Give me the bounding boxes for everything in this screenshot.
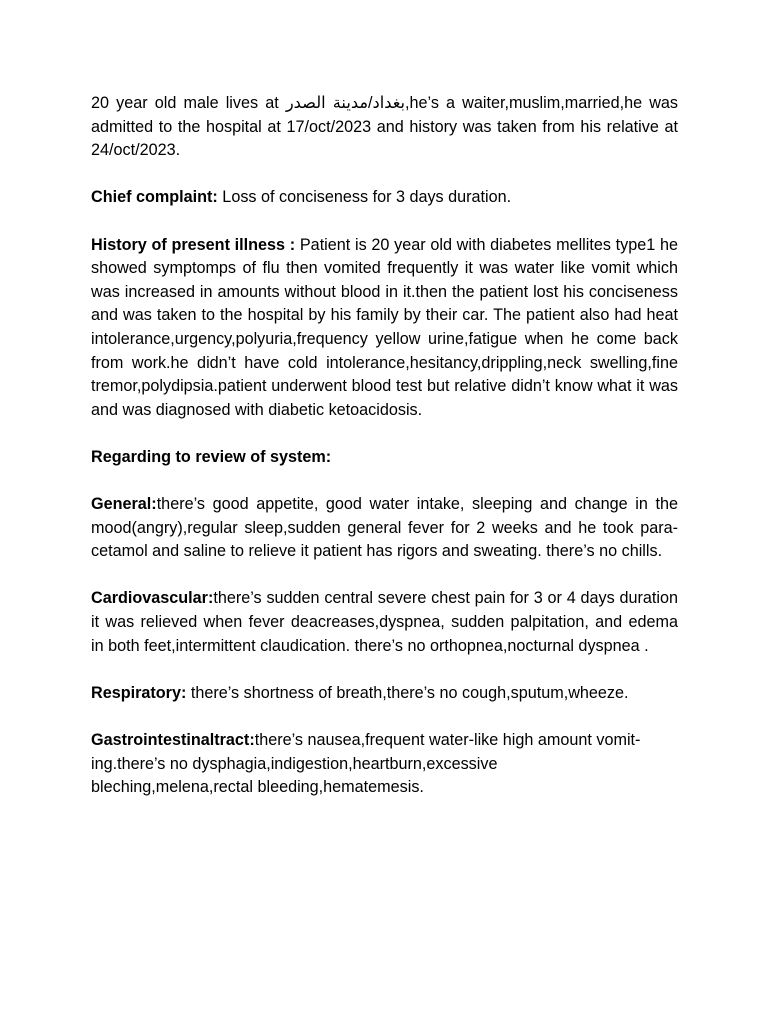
chief-complaint-text: Loss of conciseness for 3 days duration. (217, 188, 512, 207)
hpi-text: Patient is 20 year old with diabetes mellites type1 he showed symptomps of flu then vomited frequently it was water like vomit which was increased in amounts without blood in it.then the patient lost his conciseness and was taken to the hospital by his family by their car. The patient also had heat intolerance,urgency,polyuria,frequency yellow urine,fatigue when he come back from work.he didn’t have cold intolerance,hesitancy,drippling,neck swelling,fine tremor,polydipsia.patient underwent blood test but relative didn’t know what it was and was diagnosed with diabetic ketoacidosis. (91, 235, 678, 419)
document-body (91, 92, 678, 823)
gi-text-line1: there’s nausea,frequent water-like high amount vomiting.there’s no dysphagia,indigestion,heartburn,excessive (91, 731, 641, 773)
gi-text-line2: bleching,melena,rectal bleeding,hematemesis. (91, 778, 424, 797)
general-paragraph (91, 493, 678, 564)
general-text: there’s good appetite, good water intake, sleeping and change in the mood(angry),regular sleep,sudden general fever for 2 weeks and he took paracetamol and saline to relieve it patient has rigors and sweating. there’s no chills. (91, 495, 678, 561)
respiratory-text: there’s shortness of breath,there’s no cough,sputum,wheeze. (186, 683, 629, 702)
respiratory-paragraph (91, 682, 678, 706)
intro-paragraph (91, 92, 678, 163)
gi-label: Gastrointestinaltract: (91, 731, 255, 750)
intro-text-start: 20 year old male lives at (91, 94, 286, 112)
chief-complaint-label: Chief complaint: (91, 188, 218, 207)
hpi-paragraph (91, 234, 678, 423)
ros-heading-text: Regarding to review of system: (91, 447, 332, 466)
intro-text-end: ,he’s a waiter,muslim,married,he was admitted to the hospital at 17/oct/2023 and history was taken from his relative at 24/oct/2023. (91, 94, 679, 160)
ros-heading (91, 446, 678, 470)
general-label: General: (91, 495, 157, 514)
cardiovascular-label: Cardiovascular: (91, 589, 214, 608)
gi-paragraph (91, 729, 678, 800)
respiratory-label: Respiratory: (91, 683, 187, 702)
cardiovascular-text: there’s sudden central severe chest pain for 3 or 4 days duration it was relieved when fever deacreases,dyspnea, sudden palpitation, and edema in both feet,intermittent claudication. there’s no orthopnea,nocturnal dyspnea . (91, 589, 678, 655)
hpi-label: History of present illness : (91, 235, 296, 254)
cardiovascular-paragraph (91, 587, 678, 658)
chief-complaint-paragraph (91, 186, 678, 210)
intro-arabic-location: بغداد/مدينة الصدر (285, 94, 406, 112)
